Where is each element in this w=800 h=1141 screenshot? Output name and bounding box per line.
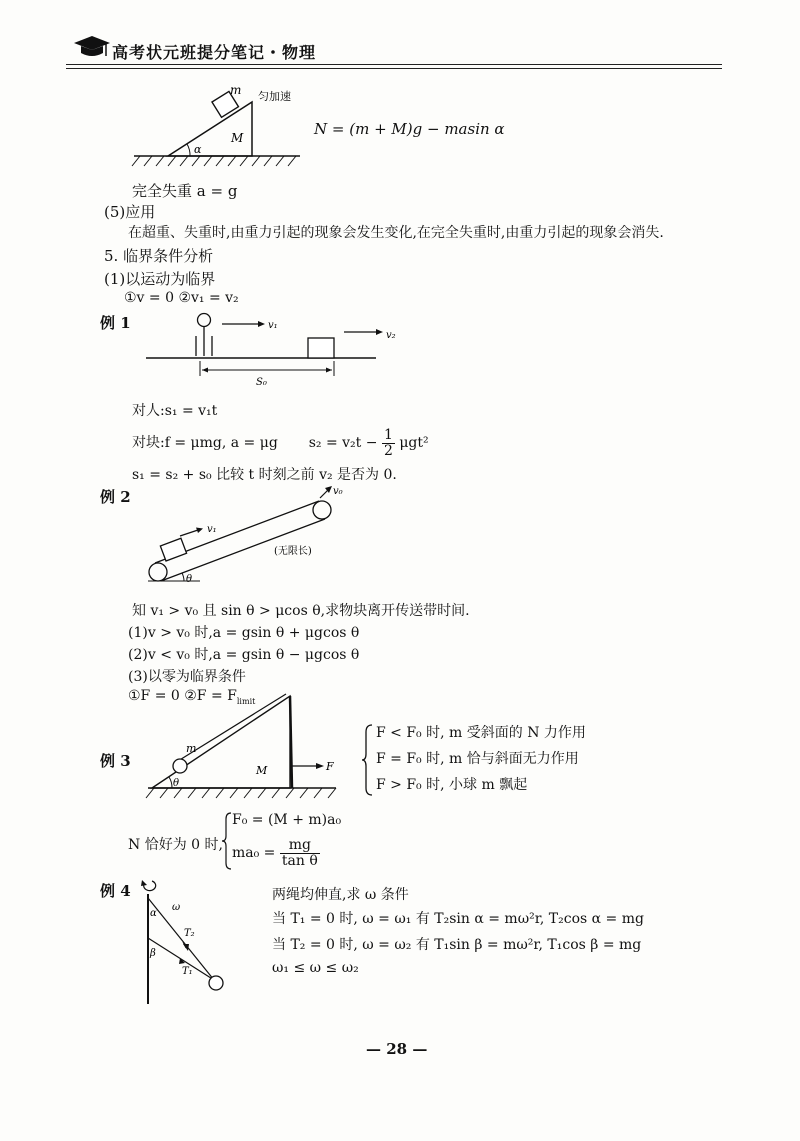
label-v2: v₂	[386, 330, 396, 341]
eq2-den: tan θ	[281, 852, 318, 869]
formula-N: N = (m + M)g − masin α	[314, 120, 505, 138]
example2-line4: (3)以零为临界条件	[128, 669, 246, 685]
label-accel: 匀加速	[258, 90, 291, 103]
ground-hatch	[132, 156, 296, 166]
example1-label: 例 1	[100, 314, 131, 332]
ball-m	[173, 759, 187, 773]
rotation-arrow-icon	[144, 881, 156, 891]
example4-line4: ω₁ ≤ ω ≤ ω₂	[272, 960, 359, 976]
example3-n-zero-prefix: N 恰好为 0 时,	[128, 837, 223, 853]
case-list	[376, 720, 586, 798]
label-m: m	[186, 742, 197, 755]
example1-line2-c: μgt²	[399, 435, 429, 452]
example2-line5: ①F = 0 ②F = $F_{limit}$	[128, 688, 256, 706]
eq2-num: mg	[280, 838, 320, 854]
example4-figure	[138, 876, 238, 1008]
example1-line1: 对人:s₁ = v₁t	[132, 403, 218, 419]
example3-figure	[140, 690, 350, 816]
case-1: F < F₀ 时, m 受斜面的 N 力作用	[376, 725, 586, 741]
example2-label: 例 2	[100, 488, 131, 506]
header-rule	[66, 64, 722, 65]
label-v1: v₁	[207, 524, 217, 535]
case-2: F = F₀ 时, m 恰与斜面无力作用	[376, 751, 579, 767]
case-3: F > F₀ 时, 小球 m 飘起	[376, 777, 528, 793]
ball	[209, 976, 223, 990]
example2-line3: (2)v < v₀ 时,a = gsin θ − μgcos θ	[128, 647, 360, 663]
wedge-M	[152, 696, 290, 788]
example3-label: 例 3	[100, 752, 131, 770]
header-title: 高考状元班提分笔记・物理	[112, 43, 317, 62]
example4-line1: 两绳均伸直,求 ω 条件	[272, 887, 409, 903]
critical-cond1: ①v = 0 ②v₁ = v₂	[124, 290, 239, 306]
label-beta: β	[150, 948, 156, 959]
angle-arc	[187, 144, 190, 156]
label-m: m	[230, 83, 242, 97]
label-infinite: (无限长)	[274, 546, 312, 557]
example4-label: 例 4	[100, 882, 131, 900]
example4-line2: 当 T₁ = 0 时, ω = ω₁ 有 T₂sin α = mω²r, T₂cos α = mg	[272, 911, 644, 927]
person-figure	[196, 314, 212, 357]
label-theta: θ	[173, 778, 180, 789]
example1-line2-a: 对块:f = μmg, a = μg	[132, 435, 278, 452]
label-T1: T₁	[182, 966, 193, 977]
label-s0: S₀	[256, 377, 267, 388]
label-theta: θ	[186, 574, 193, 585]
application-text: 在超重、失重时,由重力引起的现象会发生变化,在完全失重时,由重力引起的现象会消失.	[128, 225, 664, 241]
label-F: F	[326, 760, 334, 773]
example2-line2: (1)v > v₀ 时,a = gsin θ + μgcos θ	[128, 625, 360, 641]
label-T2: T₂	[184, 928, 195, 939]
application-heading: (5)应用	[104, 203, 156, 221]
half-fraction	[382, 428, 395, 458]
weightless-line: 完全失重 a = g	[132, 182, 238, 200]
label-alpha: α	[150, 908, 157, 919]
left-brace-icon	[222, 812, 232, 870]
example2-line5-text: ①F = 0 ②F = F	[128, 688, 237, 704]
string-T2	[148, 898, 214, 980]
block	[308, 338, 334, 358]
eq2-fraction	[280, 838, 320, 868]
theta-arc	[182, 573, 184, 581]
wedge-M	[168, 102, 252, 156]
graduation-cap-icon	[72, 34, 112, 60]
incline-accel-figure	[128, 82, 308, 172]
critical-heading: 5. 临界条件分析	[104, 247, 214, 265]
example1-figure	[140, 306, 400, 388]
label-v0: v₀	[333, 486, 343, 497]
example1-line3: s₁ = s₂ + s₀ 比较 t 时刻之前 v₂ 是否为 0.	[132, 467, 397, 483]
example3-eq1: F₀ = (M + m)a₀	[232, 812, 342, 828]
label-M: M	[256, 764, 268, 777]
block-on-belt	[160, 538, 186, 561]
example1-line2-b: s₂ = v₂t −	[308, 435, 378, 452]
eq2-left: ma₀ =	[232, 845, 276, 862]
label-omega: ω	[172, 902, 181, 913]
example2-line1: 知 v₁ > v₀ 且 sin θ > μcos θ,求物块离开传送带时间.	[132, 603, 470, 619]
example4-line3: 当 T₂ = 0 时, ω = ω₂ 有 T₁sin β = mω²r, T₁cos β = mg	[272, 937, 642, 953]
label-M: M	[231, 131, 244, 145]
label-alpha: α	[194, 143, 202, 156]
example2-figure	[138, 484, 348, 592]
example3-eq2	[232, 838, 320, 868]
theta-arc	[169, 777, 172, 788]
v0-arrow	[320, 490, 328, 498]
left-brace-icon	[362, 724, 374, 796]
v1-arrow	[180, 530, 198, 536]
frac-num: 1	[383, 427, 393, 443]
label-v1: v₁	[268, 320, 278, 331]
ground-hatch	[146, 788, 336, 798]
header-rule-thin	[66, 68, 722, 69]
page-number: — 28 —	[366, 1040, 428, 1058]
example1-line2	[132, 428, 429, 458]
critical-sub1: (1)以运动为临界	[104, 270, 216, 288]
frac-den: 2	[383, 442, 393, 459]
